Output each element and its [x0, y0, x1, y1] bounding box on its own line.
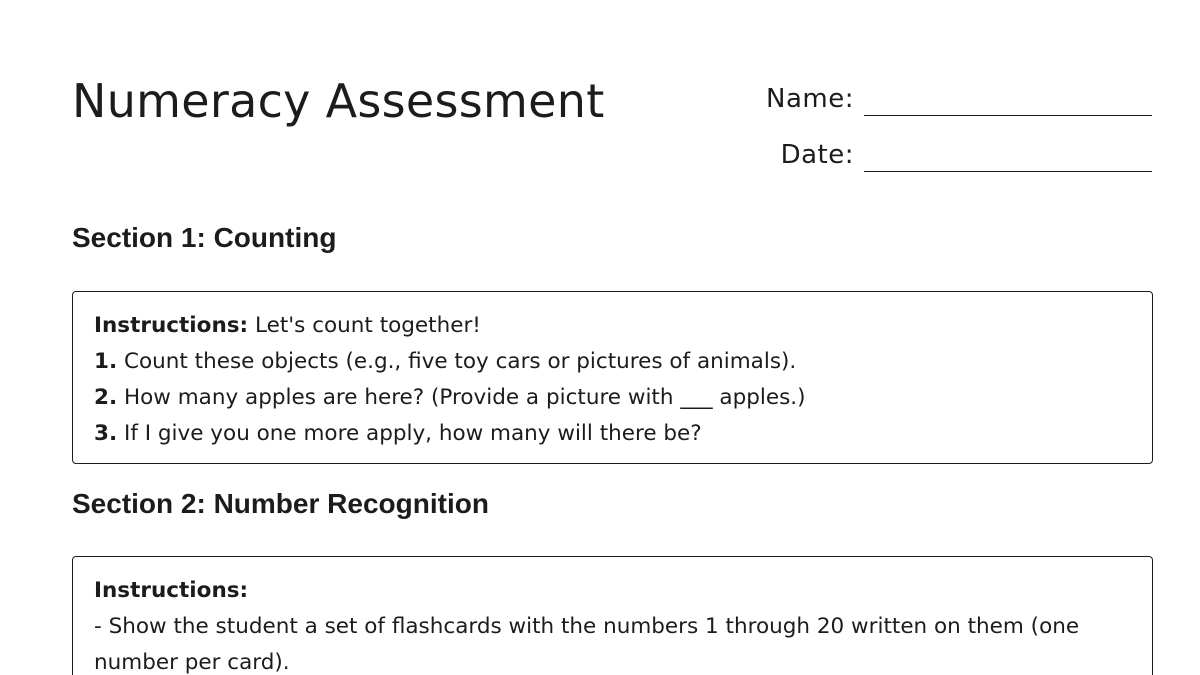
page-title: Numeracy Assessment — [72, 74, 605, 128]
section-1-heading: Section 1: Counting — [72, 222, 337, 253]
section-2-instructions-box — [72, 556, 1153, 675]
list-item — [94, 344, 1131, 380]
list-item — [94, 380, 1131, 416]
instructions-text: Let's count together! — [255, 313, 481, 338]
section-1-instructions-box — [72, 291, 1153, 464]
list-item — [94, 416, 1131, 452]
section-2-heading: Section 2: Number Recognition — [72, 488, 489, 519]
instructions-label: Instructions: — [94, 313, 249, 338]
item-number: 2. — [94, 385, 118, 410]
name-field — [732, 82, 1152, 116]
instruction-line: - Show the student a set of flashcards with the numbers 1 through 20 written on them (one number per card). — [94, 614, 1080, 675]
instructions-line — [94, 308, 1131, 344]
name-blank-line — [864, 115, 1152, 116]
date-field — [732, 138, 1152, 172]
item-text: Count these objects (e.g., five toy cars or pictures of animals). — [123, 349, 797, 374]
item-text: How many apples are here? (Provide a picture with ___ apples.) — [123, 385, 806, 410]
date-blank-line — [864, 171, 1152, 172]
name-label: Name: — [766, 84, 854, 114]
item-number: 3. — [94, 421, 118, 446]
date-label: Date: — [780, 140, 854, 170]
item-text: If I give you one more apply, how many will there be? — [123, 421, 702, 446]
item-number: 1. — [94, 349, 118, 374]
instructions-label: Instructions: — [94, 578, 249, 603]
